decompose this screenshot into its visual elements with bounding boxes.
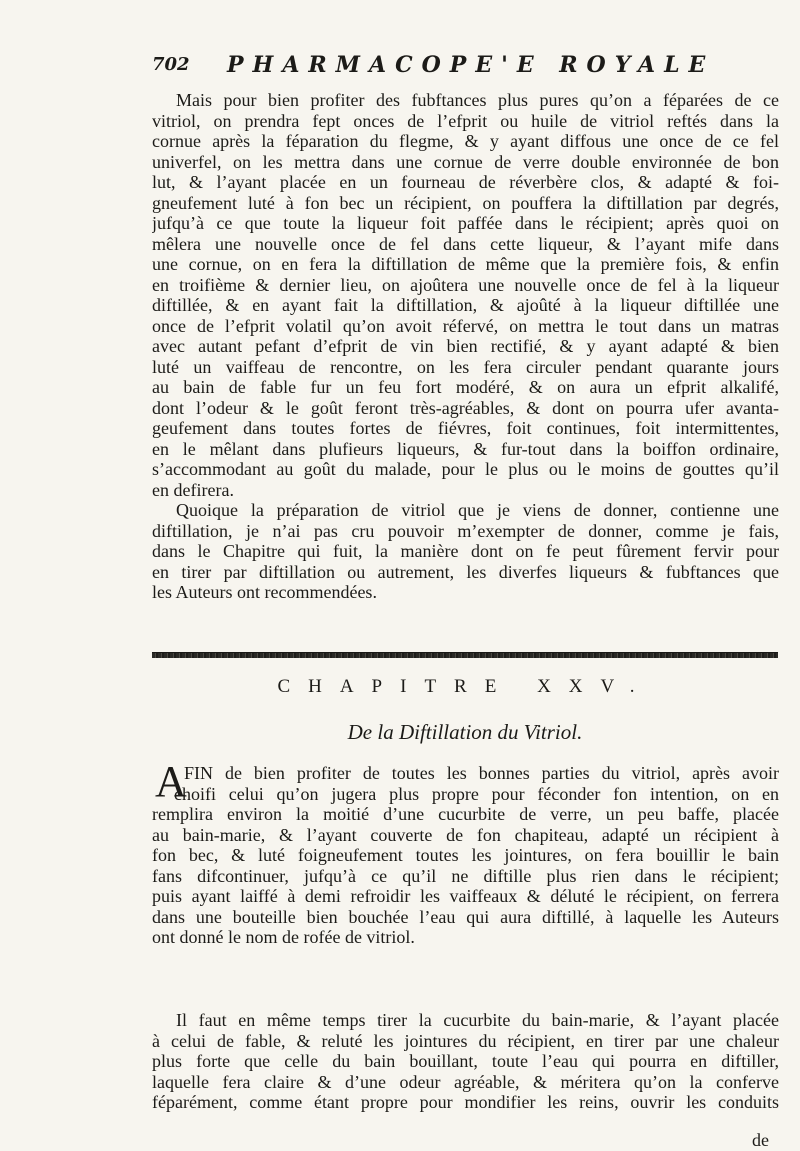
catchword: de (752, 1130, 769, 1150)
text-line: remplira environ la moitié d’une cucurbite de verre, un peu baffe, placée (152, 804, 779, 824)
text-line: féparément, comme étant propre pour mondifier les reins, ouvrir les conduits (152, 1092, 779, 1112)
running-head (152, 52, 772, 82)
paragraph-1 (152, 90, 779, 500)
text-line: dont l’odeur & le goût feront très-agréables, & dont on pourra ufer avanta- (152, 397, 779, 418)
text-line: Quoique la préparation de vitriol que je viens de donner, contienne une (176, 500, 779, 520)
text-line: gneufement luté à fon bec un récipient, on pouffera la diftillation par degrés, (152, 192, 779, 213)
paragraph-3 (152, 763, 779, 948)
text-line: une cornue, on en fera la diftillation de même que la première fois, & enfin (152, 254, 779, 274)
paragraph-2 (152, 500, 779, 603)
paragraph-4 (152, 1010, 779, 1113)
text-line: once de l’efprit volatil qu’on avoit réfervé, on mettra le tout dans un matras (152, 315, 779, 336)
text-line: fon bec, & luté foigneufement toutes les jointures, on fera bouillir le bain (152, 845, 779, 865)
text-line: en le mêlant dans plufieurs liqueurs, & fur-tout dans la boiffon ordinaire, (152, 438, 779, 459)
text-line: diftillée, & en ayant fait la diftillation, & ajoûté à la liqueur diftillée une (152, 295, 779, 315)
text-line: plus forte que celle du bain bouillant, toute l’eau qui pourra en diftiller, (152, 1051, 779, 1071)
text-line: dans une bouteille bien bouchée l’eau qui aura diftillé, à laquelle les Auteurs (152, 906, 779, 927)
running-head-title: PHARMACOPE'E ROYALE (227, 52, 715, 78)
page-number: 702 (152, 54, 190, 75)
text-line: choifi celui qu’on jugera plus propre pour féconder fon intention, on en (174, 783, 779, 804)
chapter-title: CHAPITRE XXV. (277, 676, 653, 697)
text-line: FIN de bien profiter de toutes les bonnes parties du vitriol, après avoir (184, 763, 779, 783)
text-line: en defirera. (152, 479, 234, 500)
text-line: les Auteurs ont recommendées. (152, 582, 377, 602)
text-line: vitriol, on prendra fept onces de l’efprit ou huile de vitriol reftés dans la (152, 110, 779, 131)
text-line: mêlera une nouvelle once de fel dans cette liqueur, & l’ayant mife dans (152, 233, 779, 254)
text-line: en troifième & dernier lieu, on ajoûtera une nouvelle once de fel à la liqueur (152, 274, 779, 295)
text-line: jufqu’à ce que toute la liqueur foit paffée dans le récipient; après quoi on (152, 213, 779, 233)
text-line: au bain de fable fur un feu fort modéré, & on aura un efprit alkalifé, (152, 377, 779, 397)
text-line: fans difcontinuer, jufqu’à ce qu’il ne diftille plus rien dans le récipient; (152, 865, 779, 886)
text-line: ont donné le nom de rofée de vitriol. (152, 927, 415, 947)
text-line: en tirer par diftillation ou autrement, les diverfes liqueurs & fubftances que (152, 561, 779, 582)
text-line: univerfel, on les mettra dans une cornue de verre double environnée de bon (152, 151, 779, 172)
text-line: dans le Chapitre qui fuit, la manière dont on fe peut fûrement fervir pour (152, 541, 779, 561)
text-line: Il faut en même temps tirer la cucurbite du bain-marie, & l’ayant placée (176, 1010, 779, 1030)
text-line: laquelle fera claire & d’une odeur agréable, & méritera qu’on la conferve (152, 1071, 779, 1092)
drop-cap: A (155, 757, 187, 806)
text-line: lut, & l’ayant placée en un fourneau de réverbère clos, & adapté & foi- (152, 172, 779, 192)
text-line: au bain-marie, & l’ayant couverte de fon chapiteau, adapté un récipient à (152, 824, 779, 845)
text-line: diftillation, je n’ai pas cru pouvoir m’exempter de donner, comme je fais, (152, 520, 779, 541)
text-line: geufement dans toutes fortes de fiévres, foit continues, foit intermittentes, (152, 418, 779, 438)
text-line: luté un vaiffeau de rencontre, on les fera circuler pendant quarante jours (152, 356, 779, 377)
text-line: à celui de fable, & reluté les jointures du récipient, en tirer par une chaleur (152, 1030, 779, 1051)
ornamental-rule (152, 652, 778, 658)
text-line: cornue après la féparation du flegme, & y ayant diffous une once de ce fel (152, 131, 779, 151)
text-line: puis ayant laiffé à demi refroidir les vaiffeaux & déluté le récipient, on ferrera (152, 886, 779, 906)
text-line: Mais pour bien profiter des fubftances plus pures qu’on a féparées de ce (176, 90, 779, 110)
text-line: s’accommodant au goût du malade, pour le plus ou le moins de gouttes qu’il (152, 459, 779, 479)
text-line: avec autant pefant d’efprit de vin bien rectifié, & y ayant adapté & bien (152, 336, 779, 356)
chapter-subtitle: De la Diftillation du Vitriol. (347, 720, 583, 744)
